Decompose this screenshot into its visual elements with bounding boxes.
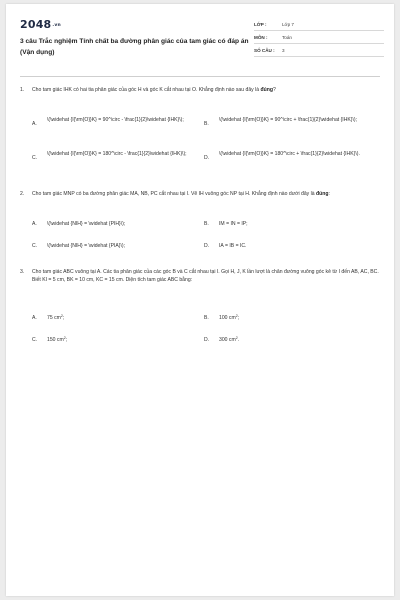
option-text: \(\widehat {NIH} = \widehat {PIH}\); bbox=[47, 221, 126, 227]
option-text: \(\widehat {NIH} = \widehat {PIA}\); bbox=[47, 243, 126, 249]
meta-row-subject bbox=[254, 31, 384, 44]
option-letter: C. bbox=[32, 155, 38, 161]
option-letter: D. bbox=[204, 155, 210, 161]
header-divider bbox=[20, 76, 380, 77]
option-2c[interactable] bbox=[32, 243, 202, 251]
option-2d[interactable] bbox=[204, 243, 382, 251]
option-exponent: 2 bbox=[235, 336, 238, 340]
option-value: 100 cm bbox=[219, 315, 236, 321]
logo-text: 2048 bbox=[20, 18, 52, 31]
meta-key: MÔN : bbox=[254, 34, 268, 40]
meta-key: SỐ CÂU : bbox=[254, 47, 275, 53]
option-1a[interactable] bbox=[32, 117, 202, 125]
option-1d[interactable] bbox=[204, 151, 382, 159]
meta-key: LỚP : bbox=[254, 21, 267, 27]
option-exponent: 2 bbox=[60, 314, 63, 318]
meta-row-class bbox=[254, 18, 384, 31]
option-end: ; bbox=[62, 315, 65, 321]
option-3c[interactable] bbox=[32, 337, 202, 345]
question-number: 2. bbox=[20, 191, 25, 197]
option-text: IM = IN = IP; bbox=[219, 221, 248, 227]
question-3 bbox=[20, 268, 382, 284]
option-letter: C. bbox=[32, 243, 38, 249]
option-text: \(\widehat {I{\rm{O}}K} = 180^\circ + \frac{1}{2}\widehat {IHK}\). bbox=[219, 151, 360, 157]
option-2a[interactable] bbox=[32, 221, 202, 229]
option-letter: A. bbox=[32, 221, 37, 227]
option-value: 150 cm bbox=[47, 337, 64, 343]
option-value: 300 cm bbox=[219, 337, 236, 343]
option-1b[interactable] bbox=[204, 117, 382, 125]
question-text-emphasis: đúng bbox=[260, 87, 273, 93]
option-exponent: 2 bbox=[235, 314, 238, 318]
option-letter: B. bbox=[204, 121, 209, 127]
meta-value: 3 bbox=[282, 47, 285, 53]
option-3d[interactable] bbox=[204, 337, 382, 345]
question-2 bbox=[20, 190, 382, 198]
option-letter: A. bbox=[32, 121, 37, 127]
option-end: ; bbox=[237, 315, 240, 321]
option-2b[interactable] bbox=[204, 221, 382, 229]
option-letter: A. bbox=[32, 315, 37, 321]
option-text bbox=[219, 315, 382, 323]
option-value: 75 cm bbox=[47, 315, 61, 321]
option-exponent: 2 bbox=[63, 336, 66, 340]
meta-value: Toán bbox=[282, 34, 292, 40]
option-letter: B. bbox=[204, 315, 209, 321]
option-letter: B. bbox=[204, 221, 209, 227]
option-end: . bbox=[237, 337, 240, 343]
option-end: ; bbox=[65, 337, 68, 343]
site-logo[interactable] bbox=[20, 18, 61, 31]
option-3a[interactable] bbox=[32, 315, 202, 323]
meta-row-count bbox=[254, 44, 384, 57]
option-letter: D. bbox=[204, 337, 210, 343]
option-text bbox=[219, 337, 382, 345]
question-text-main: Cho tam giác MNP có ba đường phân giác MA, NB, PC cắt nhau tại I. Vẽ IH vuông góc NP tại H. Khẳng định nào dưới đây là bbox=[32, 191, 317, 197]
option-3b[interactable] bbox=[204, 315, 382, 323]
question-text: Cho tam giác ABC vuông tại A. Các tia phân giác của các góc B và C cắt nhau tại I. Gọi H, J, K lần lượt là chân đường vuông góc kẻ từ I đến AB, AC, BC. Biết KI = 5 cm, BK = 10 cm, KC = 15 cm. Diện tích tam giác ABC bằng: bbox=[32, 269, 379, 283]
document-title: 3 câu Trắc nghiệm Tính chất ba đường phân giác của tam giác có đáp án (Vận dụng) bbox=[20, 38, 249, 56]
question-text-end: : bbox=[328, 191, 330, 197]
option-letter: C. bbox=[32, 337, 38, 343]
logo-suffix: .vn bbox=[52, 23, 61, 28]
option-text: IA = IB = IC. bbox=[219, 243, 247, 249]
option-text: \(\widehat {I{\rm{O}}K} = 90^\circ - \frac{1}{2}\widehat {IHK}\); bbox=[47, 117, 184, 123]
option-text bbox=[47, 337, 202, 345]
option-text: \(\widehat {I{\rm{O}}K} = 90^\circ + \frac{1}{2}\widehat {IHK}\); bbox=[219, 117, 358, 123]
question-text-main: Cho tam giác IHK có hai tia phân giác của góc H và góc K cắt nhau tại O. Khẳng định nào sau đây là bbox=[32, 87, 261, 93]
question-text bbox=[32, 86, 382, 94]
meta-value: Lớp 7 bbox=[282, 21, 294, 27]
question-number: 3. bbox=[20, 269, 25, 275]
question-text bbox=[32, 190, 382, 198]
question-number: 1. bbox=[20, 87, 25, 93]
option-1c[interactable] bbox=[32, 151, 202, 159]
document-page bbox=[6, 4, 394, 596]
question-text-end: ? bbox=[272, 87, 276, 93]
option-letter: D. bbox=[204, 243, 210, 249]
question-text-emphasis: đúng bbox=[316, 191, 329, 197]
option-text: \(\widehat {I{\rm{O}}K} = 180^\circ - \frac{1}{2}\widehat {IHK}\); bbox=[47, 151, 187, 157]
option-text bbox=[47, 315, 202, 323]
meta-table bbox=[254, 18, 384, 57]
document-header bbox=[6, 4, 394, 64]
question-1 bbox=[20, 86, 382, 94]
